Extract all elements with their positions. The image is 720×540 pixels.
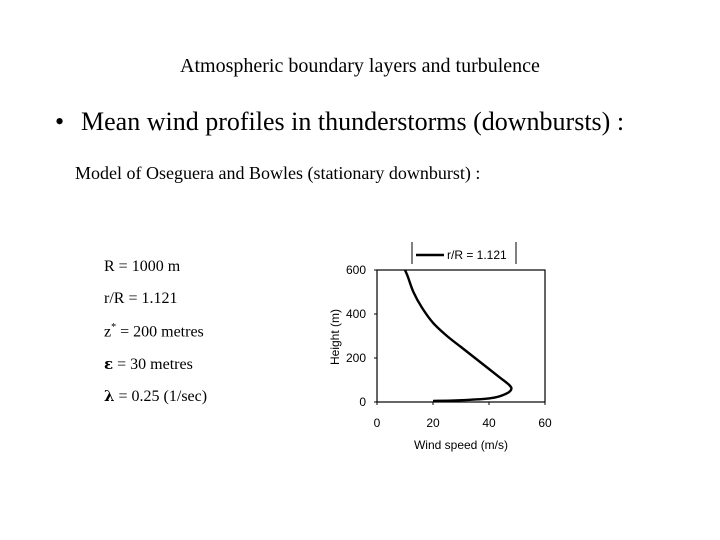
bullet-dot: • xyxy=(55,107,65,136)
param-lambda-text: = 0.25 (1/sec) xyxy=(114,388,208,405)
param-radius-text: R = 1000 m xyxy=(104,258,181,275)
series-line-r-over-R-1121 xyxy=(405,270,511,401)
y-tick-label: 400 xyxy=(345,307,366,321)
legend xyxy=(412,242,516,264)
y-tick-label: 600 xyxy=(345,263,366,277)
slide-title: Atmospheric boundary layers and turbulence xyxy=(180,55,540,77)
lambda-symbol: λ xyxy=(104,387,115,405)
x-tick-label: 0 xyxy=(373,416,381,430)
x-tick-label: 20 xyxy=(426,416,440,430)
y-tick-label: 200 xyxy=(345,351,366,365)
bullet-text: Mean wind profiles in thunderstorms (downbursts) : xyxy=(81,107,625,136)
param-r-over-R-text: r/R = 1.121 xyxy=(104,290,178,307)
legend-label: r/R = 1.121 xyxy=(447,248,507,262)
param-z-symbol: z xyxy=(104,323,112,341)
param-z-superscript: * xyxy=(111,322,117,333)
plot-frame xyxy=(377,270,545,402)
epsilon-symbol: ε xyxy=(104,355,114,373)
param-epsilon-text: = 30 metres xyxy=(113,356,193,373)
param-z-star-text: = 200 metres xyxy=(116,323,204,341)
x-axis-label: Wind speed (m/s) xyxy=(413,438,509,452)
y-tick-label: 0 xyxy=(359,395,366,409)
x-tick-label: 60 xyxy=(538,416,552,430)
y-axis-label: Height (m) xyxy=(328,308,342,366)
model-subtitle: Model of Oseguera and Bowles (stationary downburst) : xyxy=(75,163,481,183)
x-tick-label: 40 xyxy=(482,416,496,430)
